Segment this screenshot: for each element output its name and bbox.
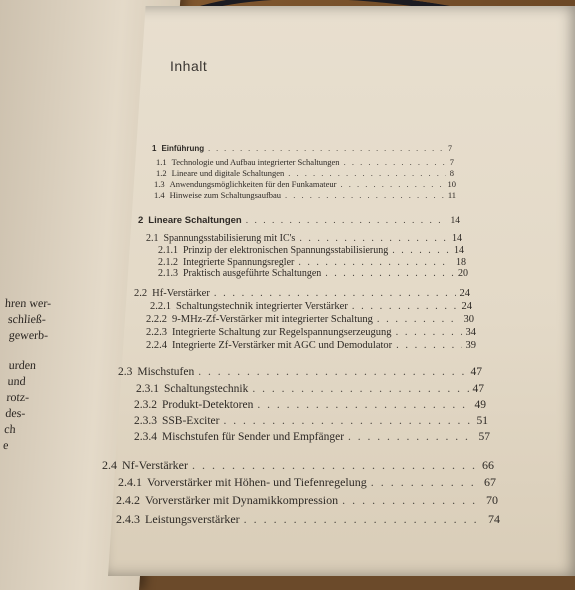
toc-entry-title: SSB-Exciter <box>162 415 220 427</box>
toc-entry-page: 8 <box>449 168 454 178</box>
toc-leader-dots <box>252 383 468 395</box>
toc-entry-number: 1.4 <box>154 190 165 200</box>
toc-entry-page: 20 <box>458 268 468 279</box>
toc-leader-dots <box>396 340 461 351</box>
toc-entry <box>152 144 452 153</box>
toc-entry <box>150 301 472 312</box>
toc-leader-dots <box>342 493 482 508</box>
toc-entry-title: Hf-Verstärker <box>152 288 210 299</box>
toc-leader-dots <box>396 327 462 338</box>
toc-entry-title: Praktisch ausgeführte Schaltungen <box>183 268 322 279</box>
toc-entry-title: Einführung <box>161 144 205 153</box>
toc-leader-dots <box>214 288 456 299</box>
toc-leader-dots <box>348 431 474 443</box>
toc-entry-title: Technologie und Aufbau integrierter Schaltungen <box>171 157 340 167</box>
toc-entry-page: 34 <box>465 327 476 338</box>
left-page-fragment: e <box>2 438 9 452</box>
toc-entry-page: 14 <box>450 216 460 226</box>
toc-entry-number: 2.3.1 <box>136 383 159 395</box>
toc-entry-title: Mischstufen für Sender und Empfänger <box>162 431 345 443</box>
toc-entry <box>118 366 482 378</box>
toc-entry-number: 2.4 <box>102 458 117 472</box>
toc-entry <box>158 257 466 268</box>
toc-entry-number: 2.1 <box>146 233 159 244</box>
toc-entry-page: 7 <box>448 144 452 153</box>
toc-entry-number: 2 <box>138 215 144 226</box>
toc-leader-dots <box>377 314 460 325</box>
toc-entry-page: 14 <box>452 233 462 244</box>
toc-leader-dots <box>298 257 452 268</box>
left-page-fragment: ch <box>3 422 17 436</box>
toc-entry-number: 2.2.3 <box>146 327 167 338</box>
toc-entry-number: 1 <box>152 144 157 153</box>
toc-entry-title: Integrierte Spannungsregler <box>183 257 295 268</box>
toc-leader-dots <box>192 458 478 473</box>
toc-entry-title: Integrierte Schaltung zur Regelspannungserzeugung <box>172 327 392 338</box>
left-page-fragment: und <box>7 374 27 388</box>
toc-entry-number: 2.2.4 <box>146 340 167 351</box>
toc-entry <box>154 190 456 200</box>
toc-leader-dots <box>208 144 444 153</box>
toc-entry-number: 2.3.3 <box>134 415 157 427</box>
page-title: Inhalt <box>170 58 208 74</box>
toc-entry-number: 2.4.1 <box>118 475 142 489</box>
toc-entry-page: 11 <box>447 190 456 200</box>
toc-leader-dots <box>246 216 447 226</box>
toc-leader-dots <box>244 512 484 527</box>
toc-entry-number: 2.1.1 <box>158 245 178 256</box>
toc-entry-page: 67 <box>484 475 496 489</box>
toc-entry <box>102 458 494 473</box>
toc-entry-number: 1.1 <box>156 157 167 167</box>
toc-entry-title: Nf-Verstärker <box>122 458 188 472</box>
toc-leader-dots <box>285 190 444 200</box>
toc-entry-title: Lineare und digitale Schaltungen <box>171 168 285 178</box>
toc-leader-dots <box>198 366 466 378</box>
toc-leader-dots <box>325 268 454 279</box>
toc-entry-page: 57 <box>478 431 490 443</box>
toc-entry-title: Anwendungsmöglichkeiten für den Funkamateur <box>169 179 337 189</box>
toc-leader-dots <box>257 399 470 411</box>
left-page-fragment: des- <box>4 406 26 420</box>
toc-entry-page: 70 <box>486 493 498 507</box>
toc-entry-title: Integrierte Zf-Verstärker mit AGC und Demodulator <box>172 340 393 351</box>
toc-entry-number: 2.4.2 <box>116 493 140 507</box>
toc-entry <box>134 431 490 443</box>
left-page-fragment: gewerb- <box>8 328 49 342</box>
toc-entry-page: 51 <box>476 415 488 427</box>
toc-entry <box>134 415 488 427</box>
toc-entry-number: 2.4.3 <box>116 512 140 526</box>
toc-entry-title: Spannungsstabilisierung mit IC's <box>163 233 296 244</box>
toc-entry-number: 2.1.3 <box>158 268 178 279</box>
toc-entry-number: 1.3 <box>154 179 165 189</box>
toc-entry <box>138 215 460 226</box>
toc-entry-number: 2.3 <box>118 366 133 378</box>
toc-entry <box>146 233 462 244</box>
left-page-fragment: rotz- <box>6 390 30 404</box>
toc-entry-number: 2.2.1 <box>150 301 171 312</box>
toc-entry <box>116 512 500 527</box>
toc-entry-title: Vorverstärker mit Dynamikkompression <box>145 493 339 507</box>
toc-leader-dots <box>392 245 450 256</box>
toc-entry <box>158 268 468 279</box>
toc-entry-title: Prinzip der elektronischen Spannungsstabilisierung <box>183 245 389 256</box>
toc-entry-page: 24 <box>461 301 472 312</box>
toc-leader-dots <box>341 179 444 189</box>
left-page-fragment: urden <box>8 358 37 372</box>
toc-leader-dots <box>344 157 446 167</box>
toc-entry-number: 2.1.2 <box>158 257 178 268</box>
toc-entry <box>136 383 484 395</box>
toc-leader-dots <box>224 415 473 427</box>
toc-entry-title: 9-MHz-Zf-Verstärker mit integrierter Schaltung <box>172 314 373 325</box>
toc-entry <box>158 245 464 256</box>
toc-entry-page: 39 <box>465 340 476 351</box>
toc-entry-title: Mischstufen <box>137 366 195 378</box>
toc-entry-page: 74 <box>488 512 500 526</box>
left-page-fragment: schließ- <box>7 312 47 326</box>
toc-entry-title: Vorverstärker mit Höhen- und Tiefenregelung <box>147 475 367 489</box>
toc-entry <box>146 327 476 338</box>
toc-entry-number: 2.2.2 <box>146 314 167 325</box>
toc-entry <box>134 288 470 299</box>
toc-entry <box>134 399 486 411</box>
toc-entry-title: Produkt-Detektoren <box>162 399 254 411</box>
toc-entry-page: 49 <box>474 399 486 411</box>
toc-entry-title: Hinweise zum Schaltungsaufbau <box>169 190 282 200</box>
toc-leader-dots <box>299 233 448 244</box>
toc-entry-number: 1.2 <box>156 168 167 178</box>
toc-entry-page: 10 <box>447 179 456 189</box>
toc-entry-page: 18 <box>456 257 466 268</box>
toc-entry-title: Lineare Schaltungen <box>148 215 242 226</box>
toc-leader-dots <box>288 168 446 178</box>
toc-entry <box>154 179 456 189</box>
toc-entry-number: 2.3.2 <box>134 399 157 411</box>
toc-entry <box>146 314 474 325</box>
toc-entry-page: 47 <box>470 366 482 378</box>
toc-entry-page: 66 <box>482 458 494 472</box>
toc-entry-page: 30 <box>463 314 474 325</box>
toc-entry-number: 2.3.4 <box>134 431 157 443</box>
toc-entry-page: 24 <box>459 288 470 299</box>
toc-entry <box>156 168 454 178</box>
toc-entry <box>156 157 454 167</box>
toc-entry-title: Schaltungstechnik <box>164 383 249 395</box>
toc-entry <box>116 493 498 508</box>
toc-entry-title: Schaltungstechnik integrierter Verstärker <box>176 301 348 312</box>
toc-leader-dots <box>371 475 480 490</box>
toc-entry-page: 47 <box>472 383 484 395</box>
left-page-fragment: hren wer- <box>4 296 52 310</box>
toc-entry-page: 7 <box>449 157 454 167</box>
toc-entry-number: 2.2 <box>134 288 148 299</box>
toc-entry <box>146 340 476 351</box>
toc-entry <box>118 475 496 490</box>
toc-leader-dots <box>352 301 458 312</box>
toc-entry-page: 14 <box>454 245 464 256</box>
toc-entry-title: Leistungsverstärker <box>145 512 240 526</box>
